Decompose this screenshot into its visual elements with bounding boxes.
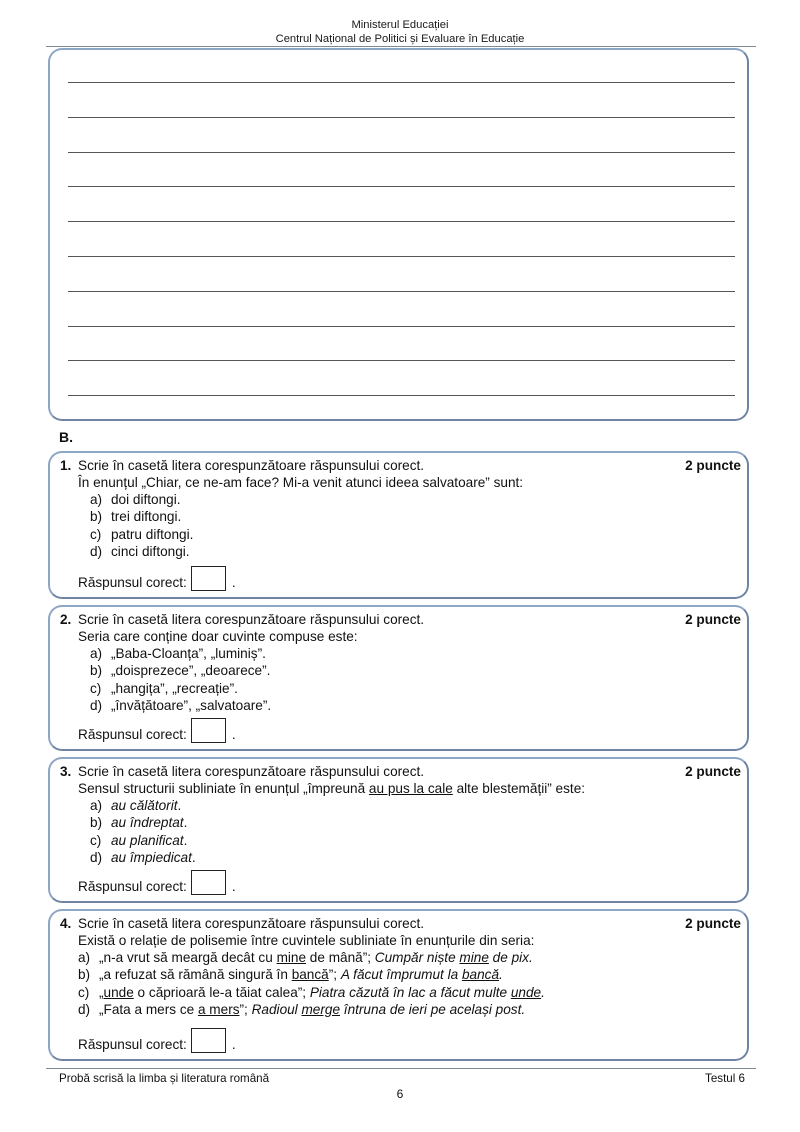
question-instruction: Scrie în casetă litera corespunzătoare răspunsului corect.: [78, 764, 425, 779]
question-points: 2 puncte: [685, 916, 741, 931]
answer-label: Răspunsul corect:: [78, 878, 187, 894]
writing-line[interactable]: [68, 221, 735, 222]
writing-line[interactable]: [68, 82, 735, 83]
question-stem: Sensul structurii subliniate în enunțul „împreună au pus la cale alte blestemății” este:: [78, 781, 586, 796]
question-stem: Există o relație de polisemie între cuvintele subliniate în enunțurile din seria:: [78, 933, 535, 948]
answer-row: [78, 566, 236, 591]
question-instruction: Scrie în casetă litera corespunzătoare răspunsului corect.: [78, 916, 425, 931]
option-a: a) „Baba-Cloanța”, „luminiș”.: [90, 646, 266, 661]
question-1-box: [48, 451, 749, 599]
answer-input-box[interactable]: [191, 718, 226, 743]
question-instruction: Scrie în casetă litera corespunzătoare răspunsului corect.: [78, 458, 425, 473]
answer-period: .: [231, 878, 236, 894]
answer-period: .: [231, 1036, 236, 1052]
question-number: 3.: [60, 764, 72, 779]
writing-line[interactable]: [68, 186, 735, 187]
answer-row: [78, 718, 236, 743]
options-list: [90, 797, 196, 866]
writing-line[interactable]: [68, 256, 735, 257]
writing-line[interactable]: [68, 326, 735, 327]
writing-line[interactable]: [68, 395, 735, 396]
options-list: [90, 491, 193, 560]
header-divider: [46, 46, 756, 47]
answer-row: [78, 870, 236, 895]
option-c: c) „unde o căprioară le-a tăiat calea”; Piatra căzută în lac a făcut multe unde.: [78, 984, 545, 1000]
writing-line[interactable]: [68, 360, 735, 361]
option-b: b) „a refuzat să rămână singură în bancă”; A făcut împrumut la bancă.: [78, 967, 503, 983]
footer-exam-title: Probă scrisă la limba și literatura română: [59, 1072, 270, 1085]
answer-input-box[interactable]: [191, 566, 226, 591]
option-c: c) patru diftongi.: [90, 526, 194, 542]
question-points: 2 puncte: [685, 612, 741, 627]
page-header: [0, 19, 800, 46]
answer-label: Răspunsul corect:: [78, 726, 187, 742]
question-instruction: Scrie în casetă litera corespunzătoare răspunsului corect.: [78, 612, 425, 627]
writing-area-box[interactable]: [48, 48, 749, 421]
options-list: [78, 949, 545, 1018]
writing-line[interactable]: [68, 291, 735, 292]
footer-test-number: Testul 6: [705, 1072, 745, 1085]
option-b: b) trei diftongi.: [90, 509, 182, 525]
option-a: a) „n-a vrut să meargă decât cu mine de mână”; Cumpăr niște mine de pix.: [78, 950, 533, 965]
question-number: 4.: [60, 916, 72, 931]
option-d: d) „învățătoare”, „salvatoare”.: [90, 697, 272, 713]
question-points: 2 puncte: [685, 458, 741, 473]
question-number: 1.: [60, 458, 72, 473]
option-c: c) au planificat.: [90, 832, 188, 848]
header-center: Centrul Național de Politici și Evaluare în Educație: [275, 32, 525, 45]
page-number: 6: [396, 1087, 404, 1101]
answer-period: .: [231, 726, 236, 742]
question-2-box: [48, 605, 749, 751]
question-points: 2 puncte: [685, 764, 741, 779]
answer-period: .: [231, 574, 236, 590]
question-3-box: [48, 757, 749, 903]
section-label: B.: [59, 429, 73, 445]
option-d: d) „Fata a mers ce a mers”; Radioul merge întruna de ieri pe același post.: [78, 1001, 526, 1017]
answer-label: Răspunsul corect:: [78, 1036, 187, 1052]
question-stem: În enunțul „Chiar, ce ne-am face? Mi-a venit atunci ideea salvatoare” sunt:: [78, 475, 524, 490]
writing-line[interactable]: [68, 152, 735, 153]
option-b: b) au îndreptat.: [90, 815, 188, 831]
option-d: d) cinci diftongi.: [90, 543, 190, 559]
option-c: c) „hangița”, „recreație”.: [90, 680, 238, 696]
header-ministry: Ministerul Educației: [351, 19, 449, 31]
option-a: a) doi diftongi.: [90, 492, 181, 507]
option-a: a) au călătorit.: [90, 798, 182, 813]
footer-divider: [46, 1068, 756, 1069]
underlined-phrase: au pus la cale: [368, 781, 453, 796]
question-stem: Seria care conține doar cuvinte compuse este:: [78, 629, 358, 644]
options-list: [90, 645, 271, 714]
answer-input-box[interactable]: [191, 870, 226, 895]
option-b: b) „doisprezece”, „deoarece”.: [90, 663, 271, 679]
answer-row: [78, 1028, 236, 1053]
question-number: 2.: [60, 612, 72, 627]
option-d: d) au împiedicat.: [90, 849, 196, 865]
question-4-box: [48, 909, 749, 1061]
answer-input-box[interactable]: [191, 1028, 226, 1053]
writing-line[interactable]: [68, 117, 735, 118]
answer-label: Răspunsul corect:: [78, 574, 187, 590]
